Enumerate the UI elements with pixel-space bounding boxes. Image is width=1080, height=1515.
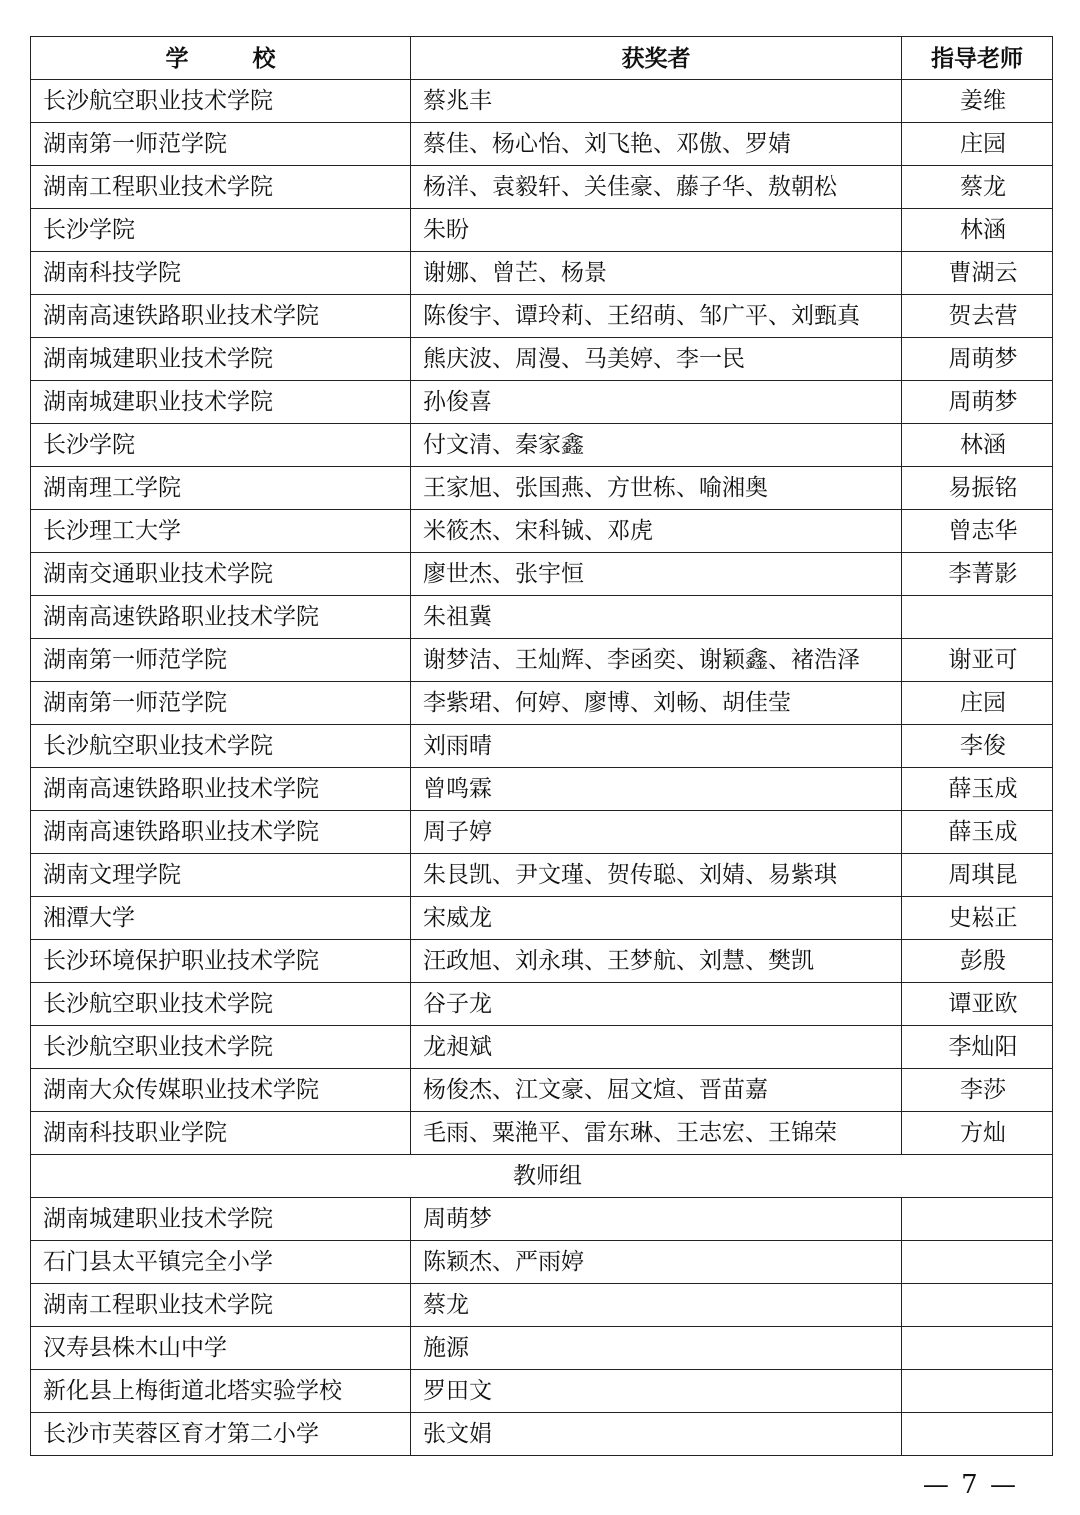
winners-cell: 宋威龙: [411, 897, 902, 940]
table-row: [31, 1069, 1053, 1112]
winners-cell: 杨俊杰、江文豪、屈文煊、晋苗嘉: [411, 1069, 902, 1112]
teacher-cell: 谢亚可: [902, 639, 1053, 682]
teacher-cell: 薛玉成: [902, 768, 1053, 811]
table-row: [31, 1370, 1053, 1413]
teacher-cell: [902, 596, 1053, 639]
school-cell: 长沙航空职业技术学院: [31, 1026, 411, 1069]
table-row: [31, 1198, 1053, 1241]
school-cell: 长沙航空职业技术学院: [31, 80, 411, 123]
table-row: [31, 940, 1053, 983]
teacher-cell: 谭亚欧: [902, 983, 1053, 1026]
table-row: [31, 80, 1053, 123]
winners-cell: 罗田文: [411, 1370, 902, 1413]
school-cell: 湖南高速铁路职业技术学院: [31, 596, 411, 639]
school-cell: 汉寿县株木山中学: [31, 1327, 411, 1370]
winners-cell: 米筱杰、宋科铖、邓虎: [411, 510, 902, 553]
school-cell: 湖南第一师范学院: [31, 682, 411, 725]
teacher-cell: 李莎: [902, 1069, 1053, 1112]
winners-cell: 付文清、秦家鑫: [411, 424, 902, 467]
teacher-cell: 周琪昆: [902, 854, 1053, 897]
winners-cell: 杨洋、袁毅轩、关佳豪、藤子华、敖朝松: [411, 166, 902, 209]
winners-cell: 蔡龙: [411, 1284, 902, 1327]
table-row: [31, 252, 1053, 295]
table-row: [31, 897, 1053, 940]
header-teacher: 指导老师: [902, 37, 1053, 80]
school-cell: 湖南理工学院: [31, 467, 411, 510]
winners-cell: 毛雨、粟滟平、雷东琳、王志宏、王锦荣: [411, 1112, 902, 1155]
table-header-row: [31, 37, 1053, 80]
table-row: [31, 682, 1053, 725]
winners-cell: 孙俊喜: [411, 381, 902, 424]
winners-cell: 汪政旭、刘永琪、王梦航、刘慧、樊凯: [411, 940, 902, 983]
table-row: [31, 768, 1053, 811]
school-cell: 湖南城建职业技术学院: [31, 381, 411, 424]
school-cell: 湖南第一师范学院: [31, 123, 411, 166]
teacher-cell: 周萌梦: [902, 381, 1053, 424]
table-row: [31, 1413, 1053, 1456]
school-cell: 湖南城建职业技术学院: [31, 1198, 411, 1241]
teacher-cell: 庄园: [902, 682, 1053, 725]
school-cell: 湖南文理学院: [31, 854, 411, 897]
table-row: [31, 983, 1053, 1026]
student-group-body: [31, 80, 1053, 1155]
school-cell: 石门县太平镇完全小学: [31, 1241, 411, 1284]
winners-cell: 廖世杰、张宇恒: [411, 553, 902, 596]
table-row: [31, 381, 1053, 424]
teacher-cell: 薛玉成: [902, 811, 1053, 854]
table-row: [31, 553, 1053, 596]
teacher-group-heading: [31, 1155, 1053, 1198]
school-cell: 湖南高速铁路职业技术学院: [31, 768, 411, 811]
table-row: [31, 338, 1053, 381]
table-row: [31, 596, 1053, 639]
table-row: [31, 854, 1053, 897]
winners-cell: 谢娜、曾芒、杨景: [411, 252, 902, 295]
header-winners: 获奖者: [411, 37, 902, 80]
table-row: [31, 510, 1053, 553]
winners-cell: 刘雨晴: [411, 725, 902, 768]
table-row: [31, 725, 1053, 768]
school-cell: 湖南城建职业技术学院: [31, 338, 411, 381]
school-cell: 湘潭大学: [31, 897, 411, 940]
table-row: [31, 209, 1053, 252]
teacher-cell: 李菁影: [902, 553, 1053, 596]
table-row: [31, 1241, 1053, 1284]
teacher-cell: 李灿阳: [902, 1026, 1053, 1069]
table-row: [31, 467, 1053, 510]
winners-cell: 熊庆波、周漫、马美婷、李一民: [411, 338, 902, 381]
school-cell: 湖南高速铁路职业技术学院: [31, 811, 411, 854]
table-row: [31, 123, 1053, 166]
school-cell: 湖南科技学院: [31, 252, 411, 295]
teacher-cell: 姜维: [902, 80, 1053, 123]
teacher-cell: [902, 1327, 1053, 1370]
winners-cell: 蔡佳、杨心怡、刘飞艳、邓傲、罗婧: [411, 123, 902, 166]
winners-cell: 周子婷: [411, 811, 902, 854]
group-title-row: [31, 1155, 1053, 1198]
page-number: — 7 —: [922, 1470, 1018, 1500]
teacher-cell: [902, 1198, 1053, 1241]
table-row: [31, 1026, 1053, 1069]
teacher-cell: 曹湖云: [902, 252, 1053, 295]
teacher-cell: 李俊: [902, 725, 1053, 768]
winners-cell: 谢梦洁、王灿辉、李函奕、谢颖鑫、褚浩泽: [411, 639, 902, 682]
teacher-cell: 周萌梦: [902, 338, 1053, 381]
teacher-group-title: 教师组: [31, 1155, 1053, 1198]
school-cell: 长沙航空职业技术学院: [31, 983, 411, 1026]
table-row: [31, 295, 1053, 338]
school-cell: 湖南高速铁路职业技术学院: [31, 295, 411, 338]
table-row: [31, 639, 1053, 682]
teacher-cell: 曾志华: [902, 510, 1053, 553]
winners-cell: 陈颖杰、严雨婷: [411, 1241, 902, 1284]
school-cell: 湖南大众传媒职业技术学院: [31, 1069, 411, 1112]
header-school: 学 校: [31, 37, 411, 80]
winners-cell: 曾鸣霖: [411, 768, 902, 811]
winners-cell: 朱盼: [411, 209, 902, 252]
teacher-cell: 彭殷: [902, 940, 1053, 983]
table-row: [31, 811, 1053, 854]
teacher-cell: 史崧正: [902, 897, 1053, 940]
winners-cell: 王家旭、张国燕、方世栋、喻湘奥: [411, 467, 902, 510]
school-cell: 湖南交通职业技术学院: [31, 553, 411, 596]
teacher-cell: 蔡龙: [902, 166, 1053, 209]
school-cell: 长沙航空职业技术学院: [31, 725, 411, 768]
teacher-cell: [902, 1284, 1053, 1327]
winners-cell: 周萌梦: [411, 1198, 902, 1241]
winners-cell: 张文娟: [411, 1413, 902, 1456]
winners-cell: 陈俊宇、谭玲莉、王绍萌、邹广平、刘甄真: [411, 295, 902, 338]
teacher-cell: 庄园: [902, 123, 1053, 166]
winners-cell: 朱祖冀: [411, 596, 902, 639]
teacher-cell: 林涵: [902, 209, 1053, 252]
winners-cell: 蔡兆丰: [411, 80, 902, 123]
winners-cell: 龙昶斌: [411, 1026, 902, 1069]
teacher-cell: [902, 1413, 1053, 1456]
teacher-cell: 贺去营: [902, 295, 1053, 338]
winners-cell: 李紫珺、何婷、廖博、刘畅、胡佳莹: [411, 682, 902, 725]
school-cell: 长沙学院: [31, 424, 411, 467]
school-cell: 湖南第一师范学院: [31, 639, 411, 682]
table-row: [31, 1284, 1053, 1327]
school-cell: 长沙市芙蓉区育才第二小学: [31, 1413, 411, 1456]
school-cell: 新化县上梅街道北塔实验学校: [31, 1370, 411, 1413]
award-table: [30, 36, 1053, 1456]
winners-cell: 施源: [411, 1327, 902, 1370]
school-cell: 长沙理工大学: [31, 510, 411, 553]
teacher-cell: 林涵: [902, 424, 1053, 467]
teacher-group-body: [31, 1198, 1053, 1456]
winners-cell: 谷子龙: [411, 983, 902, 1026]
teacher-cell: 方灿: [902, 1112, 1053, 1155]
table-row: [31, 1327, 1053, 1370]
school-cell: 长沙学院: [31, 209, 411, 252]
table-row: [31, 1112, 1053, 1155]
school-cell: 湖南科技职业学院: [31, 1112, 411, 1155]
school-cell: 湖南工程职业技术学院: [31, 166, 411, 209]
school-cell: 湖南工程职业技术学院: [31, 1284, 411, 1327]
teacher-cell: 易振铭: [902, 467, 1053, 510]
winners-cell: 朱艮凯、尹文瑾、贺传聪、刘婧、易紫琪: [411, 854, 902, 897]
table-row: [31, 424, 1053, 467]
school-cell: 长沙环境保护职业技术学院: [31, 940, 411, 983]
teacher-cell: [902, 1241, 1053, 1284]
teacher-cell: [902, 1370, 1053, 1413]
table-row: [31, 166, 1053, 209]
